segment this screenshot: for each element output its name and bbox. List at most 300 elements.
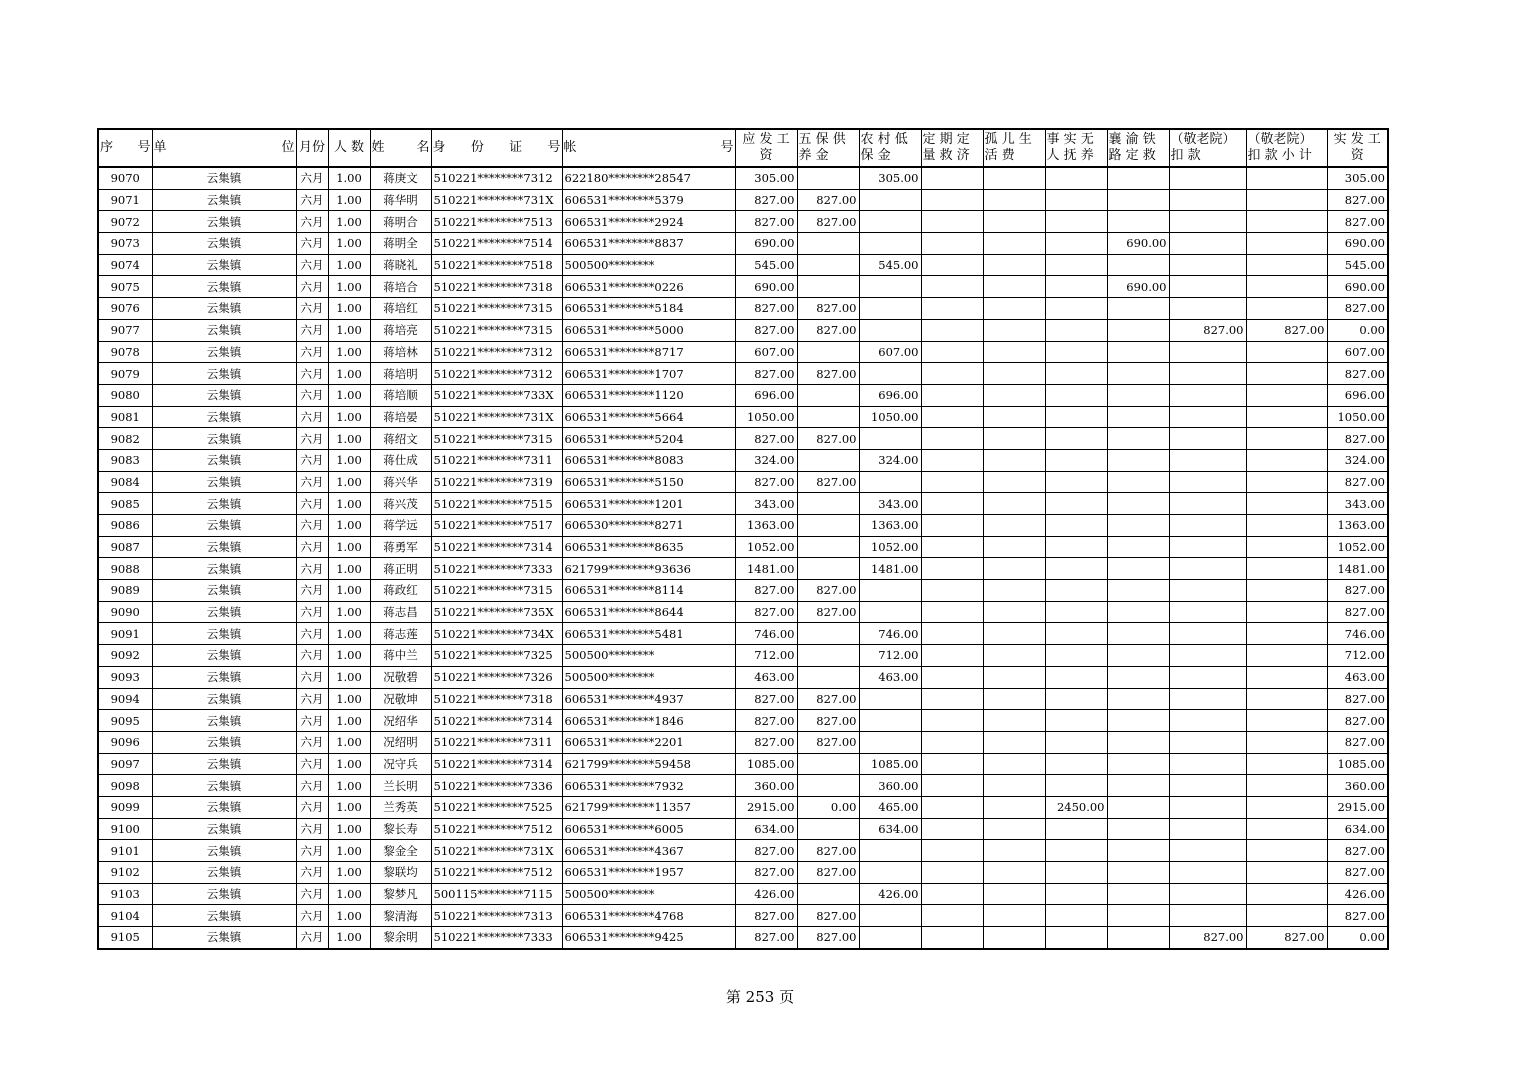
cell-month: 六月	[296, 471, 328, 493]
cell-unit: 云集镇	[152, 428, 296, 450]
cell-jlyxj	[1246, 645, 1327, 667]
cell-payable: 1085.00	[735, 753, 797, 775]
cell-wubao	[797, 341, 859, 363]
cell-name: 蒋志莲	[370, 623, 431, 645]
cell-guer	[983, 710, 1045, 732]
col-header-shishi: 事 实 无 人 抚 养	[1045, 129, 1107, 167]
cell-xiangyu	[1107, 384, 1169, 406]
cell-dingliang	[921, 428, 983, 450]
cell-payable: 827.00	[735, 580, 797, 602]
table-row	[98, 276, 1388, 298]
cell-payable: 634.00	[735, 818, 797, 840]
table-row	[98, 775, 1388, 797]
cell-count: 1.00	[328, 384, 370, 406]
cell-wubao	[797, 254, 859, 276]
cell-shishi	[1045, 319, 1107, 341]
cell-actual: 827.00	[1327, 688, 1388, 710]
cell-dibao: 463.00	[859, 666, 921, 688]
cell-jlyxj	[1246, 167, 1327, 189]
cell-month: 六月	[296, 341, 328, 363]
cell-seq: 9070	[98, 167, 152, 189]
cell-name: 黎余明	[370, 927, 431, 949]
cell-shishi	[1045, 233, 1107, 255]
cell-shishi	[1045, 189, 1107, 211]
cell-count: 1.00	[328, 710, 370, 732]
cell-account: 500500********	[562, 254, 735, 276]
cell-payable: 827.00	[735, 862, 797, 884]
cell-dibao	[859, 731, 921, 753]
cell-actual: 1363.00	[1327, 515, 1388, 537]
cell-seq: 9100	[98, 818, 152, 840]
cell-actual: 607.00	[1327, 341, 1388, 363]
table-row	[98, 406, 1388, 428]
cell-unit: 云集镇	[152, 753, 296, 775]
cell-seq: 9084	[98, 471, 152, 493]
cell-jlykk	[1169, 580, 1246, 602]
table-row	[98, 189, 1388, 211]
cell-wubao	[797, 818, 859, 840]
cell-guer	[983, 384, 1045, 406]
cell-guer	[983, 862, 1045, 884]
cell-month: 六月	[296, 189, 328, 211]
table-row	[98, 796, 1388, 818]
cell-guer	[983, 731, 1045, 753]
cell-shishi	[1045, 558, 1107, 580]
cell-guer	[983, 515, 1045, 537]
cell-month: 六月	[296, 558, 328, 580]
cell-account: 621799********11357	[562, 796, 735, 818]
cell-actual: 360.00	[1327, 775, 1388, 797]
cell-dibao: 712.00	[859, 645, 921, 667]
cell-id: 510221********7312	[431, 167, 562, 189]
cell-dibao: 324.00	[859, 449, 921, 471]
cell-seq: 9104	[98, 905, 152, 927]
cell-jlyxj	[1246, 189, 1327, 211]
cell-jlyxj	[1246, 233, 1327, 255]
cell-account: 606531********5664	[562, 406, 735, 428]
cell-dingliang	[921, 211, 983, 233]
cell-seq: 9090	[98, 601, 152, 623]
cell-month: 六月	[296, 710, 328, 732]
cell-wubao: 827.00	[797, 905, 859, 927]
table-row	[98, 363, 1388, 385]
table-row	[98, 211, 1388, 233]
cell-jlykk	[1169, 493, 1246, 515]
cell-id: 510221********7517	[431, 515, 562, 537]
cell-month: 六月	[296, 883, 328, 905]
cell-count: 1.00	[328, 189, 370, 211]
cell-dibao: 1363.00	[859, 515, 921, 537]
cell-shishi	[1045, 471, 1107, 493]
cell-count: 1.00	[328, 927, 370, 949]
cell-jlyxj	[1246, 623, 1327, 645]
cell-seq: 9093	[98, 666, 152, 688]
cell-jlyxj	[1246, 471, 1327, 493]
table-row	[98, 818, 1388, 840]
cell-shishi	[1045, 666, 1107, 688]
cell-count: 1.00	[328, 493, 370, 515]
cell-actual: 827.00	[1327, 710, 1388, 732]
cell-unit: 云集镇	[152, 688, 296, 710]
cell-name: 黎梦凡	[370, 883, 431, 905]
cell-account: 621799********93636	[562, 558, 735, 580]
cell-count: 1.00	[328, 406, 370, 428]
cell-count: 1.00	[328, 580, 370, 602]
cell-unit: 云集镇	[152, 211, 296, 233]
cell-actual: 827.00	[1327, 428, 1388, 450]
table-row	[98, 319, 1388, 341]
cell-guer	[983, 471, 1045, 493]
table-row	[98, 298, 1388, 320]
cell-guer	[983, 905, 1045, 927]
cell-guer	[983, 189, 1045, 211]
cell-id: 510221********7325	[431, 645, 562, 667]
cell-id: 510221********7518	[431, 254, 562, 276]
cell-seq: 9094	[98, 688, 152, 710]
cell-payable: 463.00	[735, 666, 797, 688]
cell-account: 606531********5000	[562, 319, 735, 341]
cell-shishi	[1045, 645, 1107, 667]
cell-jlykk	[1169, 623, 1246, 645]
cell-xiangyu: 690.00	[1107, 276, 1169, 298]
cell-id: 510221********7512	[431, 862, 562, 884]
cell-jlyxj	[1246, 862, 1327, 884]
table-row	[98, 753, 1388, 775]
cell-unit: 云集镇	[152, 254, 296, 276]
cell-shishi	[1045, 406, 1107, 428]
cell-wubao: 827.00	[797, 688, 859, 710]
cell-payable: 827.00	[735, 428, 797, 450]
cell-unit: 云集镇	[152, 558, 296, 580]
cell-seq: 9075	[98, 276, 152, 298]
cell-wubao	[797, 883, 859, 905]
cell-jlyxj	[1246, 384, 1327, 406]
cell-guer	[983, 254, 1045, 276]
cell-count: 1.00	[328, 775, 370, 797]
table-row	[98, 580, 1388, 602]
cell-jlykk	[1169, 406, 1246, 428]
cell-month: 六月	[296, 840, 328, 862]
table-row	[98, 883, 1388, 905]
cell-dibao	[859, 298, 921, 320]
cell-payable: 1363.00	[735, 515, 797, 537]
cell-payable: 746.00	[735, 623, 797, 645]
cell-month: 六月	[296, 276, 328, 298]
cell-actual: 1481.00	[1327, 558, 1388, 580]
cell-dingliang	[921, 840, 983, 862]
cell-dibao: 465.00	[859, 796, 921, 818]
cell-actual: 1050.00	[1327, 406, 1388, 428]
cell-wubao	[797, 276, 859, 298]
cell-jlykk	[1169, 862, 1246, 884]
cell-account: 606531********9425	[562, 927, 735, 949]
col-header-wubao: 五 保 供 养 金	[797, 129, 859, 167]
cell-id: 510221********733X	[431, 384, 562, 406]
cell-id: 510221********7314	[431, 710, 562, 732]
cell-jlyxj: 827.00	[1246, 319, 1327, 341]
cell-count: 1.00	[328, 623, 370, 645]
cell-jlykk	[1169, 254, 1246, 276]
cell-payable: 426.00	[735, 883, 797, 905]
cell-xiangyu	[1107, 363, 1169, 385]
cell-jlyxj	[1246, 341, 1327, 363]
cell-guer	[983, 753, 1045, 775]
cell-seq: 9076	[98, 298, 152, 320]
cell-account: 606531********8114	[562, 580, 735, 602]
cell-id: 510221********7515	[431, 493, 562, 515]
cell-name: 蒋志昌	[370, 601, 431, 623]
cell-shishi	[1045, 753, 1107, 775]
cell-seq: 9078	[98, 341, 152, 363]
cell-dingliang	[921, 623, 983, 645]
cell-shishi	[1045, 688, 1107, 710]
cell-account: 606531********1201	[562, 493, 735, 515]
cell-guer	[983, 319, 1045, 341]
cell-name: 蒋培晏	[370, 406, 431, 428]
cell-dingliang	[921, 536, 983, 558]
cell-dingliang	[921, 515, 983, 537]
cell-wubao	[797, 167, 859, 189]
cell-dibao: 634.00	[859, 818, 921, 840]
cell-id: 510221********7315	[431, 298, 562, 320]
cell-guer	[983, 406, 1045, 428]
col-header-dibao: 农 村 低 保 金	[859, 129, 921, 167]
cell-jlykk	[1169, 818, 1246, 840]
cell-jlykk	[1169, 298, 1246, 320]
cell-wubao: 827.00	[797, 363, 859, 385]
cell-jlykk	[1169, 363, 1246, 385]
cell-jlykk	[1169, 753, 1246, 775]
cell-month: 六月	[296, 428, 328, 450]
cell-unit: 云集镇	[152, 666, 296, 688]
cell-payable: 827.00	[735, 189, 797, 211]
cell-name: 黎联均	[370, 862, 431, 884]
table-row	[98, 601, 1388, 623]
cell-actual: 827.00	[1327, 298, 1388, 320]
cell-account: 606531********8717	[562, 341, 735, 363]
payroll-table	[97, 128, 1389, 950]
cell-payable: 360.00	[735, 775, 797, 797]
cell-name: 蒋兴华	[370, 471, 431, 493]
cell-jlykk: 827.00	[1169, 319, 1246, 341]
cell-shishi	[1045, 905, 1107, 927]
cell-name: 蒋中兰	[370, 645, 431, 667]
cell-shishi	[1045, 601, 1107, 623]
cell-dingliang	[921, 753, 983, 775]
table-row	[98, 384, 1388, 406]
col-header-dingliang: 定 期 定 量 救 济	[921, 129, 983, 167]
cell-wubao: 827.00	[797, 319, 859, 341]
cell-wubao	[797, 515, 859, 537]
cell-unit: 云集镇	[152, 276, 296, 298]
cell-wubao	[797, 493, 859, 515]
cell-jlyxj	[1246, 840, 1327, 862]
cell-count: 1.00	[328, 167, 370, 189]
cell-dibao	[859, 580, 921, 602]
cell-account: 606531********5379	[562, 189, 735, 211]
cell-xiangyu	[1107, 666, 1169, 688]
cell-name: 蒋兴茂	[370, 493, 431, 515]
cell-wubao: 827.00	[797, 211, 859, 233]
cell-dingliang	[921, 471, 983, 493]
cell-name: 蒋华明	[370, 189, 431, 211]
cell-dingliang	[921, 319, 983, 341]
cell-actual: 324.00	[1327, 449, 1388, 471]
cell-dingliang	[921, 558, 983, 580]
cell-id: 510221********7333	[431, 558, 562, 580]
cell-count: 1.00	[328, 319, 370, 341]
cell-account: 606531********1120	[562, 384, 735, 406]
cell-account: 606531********5184	[562, 298, 735, 320]
cell-name: 蒋政红	[370, 580, 431, 602]
cell-seq: 9086	[98, 515, 152, 537]
cell-dibao: 1481.00	[859, 558, 921, 580]
cell-wubao: 827.00	[797, 731, 859, 753]
cell-id: 510221********7314	[431, 536, 562, 558]
cell-wubao	[797, 449, 859, 471]
cell-wubao: 827.00	[797, 840, 859, 862]
cell-count: 1.00	[328, 298, 370, 320]
cell-seq: 9074	[98, 254, 152, 276]
cell-wubao: 827.00	[797, 471, 859, 493]
cell-xiangyu	[1107, 796, 1169, 818]
cell-dibao	[859, 189, 921, 211]
cell-unit: 云集镇	[152, 406, 296, 428]
cell-xiangyu	[1107, 580, 1169, 602]
cell-shishi	[1045, 927, 1107, 949]
table-row	[98, 840, 1388, 862]
table-row	[98, 515, 1388, 537]
col-header-id: 身 份 证 号	[431, 129, 562, 167]
cell-count: 1.00	[328, 840, 370, 862]
cell-seq: 9096	[98, 731, 152, 753]
cell-jlykk	[1169, 601, 1246, 623]
cell-xiangyu	[1107, 927, 1169, 949]
cell-jlykk	[1169, 428, 1246, 450]
cell-count: 1.00	[328, 428, 370, 450]
cell-jlykk	[1169, 558, 1246, 580]
cell-unit: 云集镇	[152, 298, 296, 320]
cell-shishi	[1045, 276, 1107, 298]
cell-jlykk	[1169, 276, 1246, 298]
cell-seq: 9095	[98, 710, 152, 732]
cell-seq: 9073	[98, 233, 152, 255]
cell-xiangyu	[1107, 406, 1169, 428]
cell-jlykk	[1169, 449, 1246, 471]
cell-jlyxj	[1246, 905, 1327, 927]
cell-month: 六月	[296, 731, 328, 753]
cell-shishi	[1045, 211, 1107, 233]
cell-wubao: 827.00	[797, 601, 859, 623]
cell-dibao: 696.00	[859, 384, 921, 406]
cell-payable: 1481.00	[735, 558, 797, 580]
cell-actual: 1052.00	[1327, 536, 1388, 558]
cell-unit: 云集镇	[152, 905, 296, 927]
cell-payable: 1050.00	[735, 406, 797, 428]
cell-jlykk	[1169, 840, 1246, 862]
cell-dibao	[859, 840, 921, 862]
cell-month: 六月	[296, 233, 328, 255]
cell-actual: 827.00	[1327, 840, 1388, 862]
table-row	[98, 645, 1388, 667]
cell-dibao	[859, 927, 921, 949]
cell-wubao: 827.00	[797, 862, 859, 884]
cell-count: 1.00	[328, 233, 370, 255]
cell-unit: 云集镇	[152, 515, 296, 537]
cell-actual: 827.00	[1327, 211, 1388, 233]
cell-name: 蒋勇军	[370, 536, 431, 558]
cell-guer	[983, 927, 1045, 949]
cell-month: 六月	[296, 862, 328, 884]
cell-payable: 324.00	[735, 449, 797, 471]
cell-unit: 云集镇	[152, 862, 296, 884]
cell-seq: 9081	[98, 406, 152, 428]
cell-jlyxj	[1246, 731, 1327, 753]
table-row	[98, 167, 1388, 189]
cell-account: 606531********7932	[562, 775, 735, 797]
cell-jlykk	[1169, 233, 1246, 255]
col-header-guer: 孤 儿 生 活 费	[983, 129, 1045, 167]
cell-shishi	[1045, 515, 1107, 537]
cell-guer	[983, 796, 1045, 818]
cell-guer	[983, 211, 1045, 233]
cell-id: 510221********7318	[431, 688, 562, 710]
cell-actual: 0.00	[1327, 319, 1388, 341]
cell-jlyxj	[1246, 580, 1327, 602]
cell-account: 606531********2201	[562, 731, 735, 753]
cell-seq: 9083	[98, 449, 152, 471]
cell-jlyxj	[1246, 515, 1327, 537]
cell-month: 六月	[296, 298, 328, 320]
cell-jlykk	[1169, 471, 1246, 493]
cell-dingliang	[921, 862, 983, 884]
cell-seq: 9103	[98, 883, 152, 905]
cell-dingliang	[921, 449, 983, 471]
cell-jlykk	[1169, 666, 1246, 688]
cell-jlyxj	[1246, 406, 1327, 428]
cell-guer	[983, 645, 1045, 667]
cell-jlyxj	[1246, 818, 1327, 840]
col-header-count: 人 数	[328, 129, 370, 167]
cell-month: 六月	[296, 796, 328, 818]
cell-seq: 9098	[98, 775, 152, 797]
cell-id: 510221********731X	[431, 189, 562, 211]
cell-dingliang	[921, 254, 983, 276]
cell-account: 606531********4367	[562, 840, 735, 862]
cell-actual: 343.00	[1327, 493, 1388, 515]
cell-jlyxj	[1246, 558, 1327, 580]
col-header-payable: 应 发 工 资	[735, 129, 797, 167]
cell-month: 六月	[296, 905, 328, 927]
cell-unit: 云集镇	[152, 319, 296, 341]
cell-month: 六月	[296, 167, 328, 189]
cell-shishi	[1045, 580, 1107, 602]
cell-payable: 545.00	[735, 254, 797, 276]
cell-unit: 云集镇	[152, 471, 296, 493]
cell-id: 510221********731X	[431, 406, 562, 428]
cell-payable: 827.00	[735, 731, 797, 753]
col-header-jly-subtotal: （敬老院） 扣 款 小 计	[1246, 129, 1327, 167]
cell-seq: 9077	[98, 319, 152, 341]
cell-count: 1.00	[328, 645, 370, 667]
cell-dingliang	[921, 927, 983, 949]
cell-payable: 827.00	[735, 927, 797, 949]
cell-payable: 607.00	[735, 341, 797, 363]
cell-dingliang	[921, 167, 983, 189]
cell-dibao	[859, 471, 921, 493]
cell-unit: 云集镇	[152, 927, 296, 949]
cell-name: 蒋正明	[370, 558, 431, 580]
